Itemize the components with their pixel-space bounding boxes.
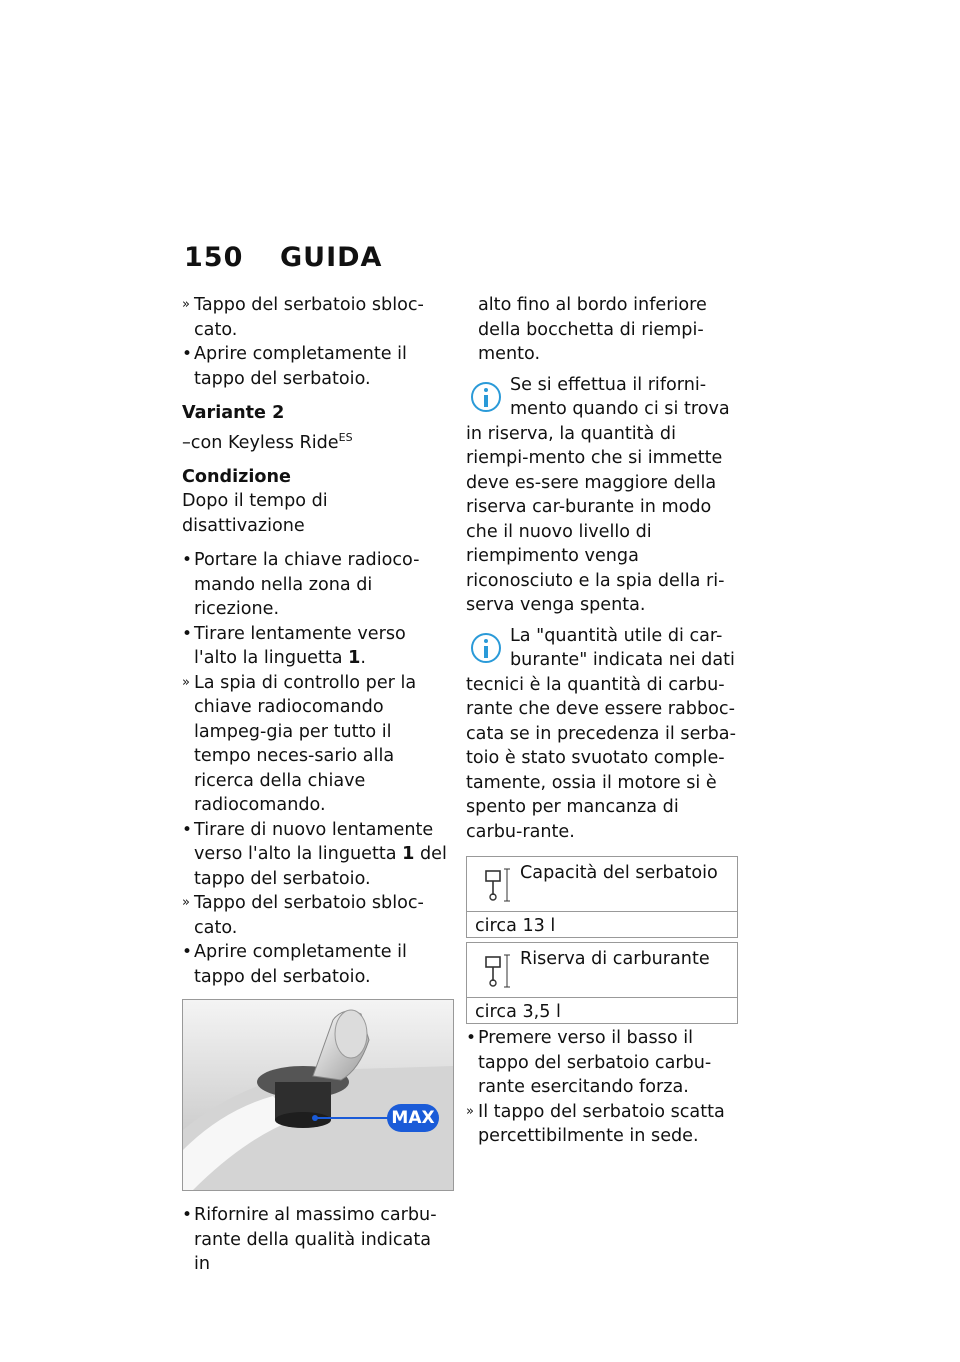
left-column: [182, 293, 452, 1277]
step-item: • Premere verso il basso il tappo del serbatoio carbu-rante esercitando forza.: [466, 1028, 712, 1097]
bullet-icon: •: [182, 623, 193, 644]
step-item: • Rifornire al massimo carbu-rante della qualità indicata in: [182, 1205, 437, 1275]
fuel-tank-drawing: [183, 1000, 453, 1190]
info-note: La "quantità utile di car-burante" indicata nei dati tecnici è la quantità di carbu-rante che deve essere rabboc-cata se in precedenza il serba-toio è stato svuotato comple-tamente, ossia il motore si è spento per mancanza di carbu-rante.: [466, 625, 736, 842]
bullet-icon: •: [182, 942, 193, 963]
step-continuation: alto fino al bordo inferiore della bocchetta di riempi-mento.: [478, 295, 707, 364]
right-column: [466, 293, 738, 1149]
result-arrow-icon: »: [182, 297, 190, 312]
step-item: • Aprire completamente il tappo del serbatoio.: [182, 942, 407, 987]
spec-value: circa 3,5 l: [475, 1002, 561, 1022]
condition-text: Dopo il tempo di disattivazione: [182, 491, 328, 536]
info-note: Se si effettua il riforni-mento quando ci si trova in riserva, la quantità di riempi-mento che si immette deve es-sere maggiore della riserva car-burante in modo che il nuovo livello di riempimento venga riconosciuto e la spia della ri-serva venga spenta.: [466, 374, 730, 615]
info-icon: [466, 628, 506, 668]
step-item: • Tirare lentamente verso l'alto la linguetta 1.: [182, 623, 406, 669]
spec-label: Capacità del serbatoio: [520, 863, 718, 883]
result-arrow-icon: »: [466, 1103, 474, 1119]
spec-label: Riserva di carburante: [520, 949, 710, 969]
result-arrow-icon: »: [182, 895, 190, 911]
spec-box-tank-capacity: [466, 856, 738, 938]
fuel-tank-illustration: [182, 999, 454, 1191]
result-item: » Tappo del serbatoio sbloc-cato.: [182, 295, 424, 340]
max-label: MAX: [391, 1108, 435, 1129]
variant-text: –con Keyless Ride$^{ES}$: [182, 430, 353, 453]
step-item: • Portare la chiave radioco-mando nella zona di ricezione.: [182, 550, 420, 620]
step-item: • Tirare di nuovo lentamente verso l'alto la linguetta 1 del tappo del serbatoio.: [182, 819, 447, 889]
result-arrow-icon: »: [182, 674, 190, 690]
condition-title: Condizione: [182, 466, 291, 487]
variant-title: Variante 2: [182, 403, 285, 423]
section-title: GUIDA: [280, 242, 383, 273]
bullet-icon: •: [182, 819, 193, 840]
info-icon: [466, 377, 506, 417]
spec-value: circa 13 l: [475, 916, 556, 936]
page-header: [184, 242, 382, 273]
bullet-icon: •: [182, 550, 193, 571]
bullet-icon: •: [466, 1028, 477, 1048]
result-item: » Tappo del serbatoio sbloc-cato.: [182, 893, 424, 938]
bullet-icon: •: [182, 344, 193, 364]
page-number: 150: [184, 242, 244, 273]
engine-piston-icon: [483, 865, 513, 905]
spec-box-fuel-reserve: [466, 942, 738, 1024]
result-item: » La spia di controllo per la chiave radiocomando lampeg-gia per tutto il tempo neces-sario alla ricerca della chiave radiocomando.: [182, 672, 417, 816]
step-item: • Aprire completamente il tappo del serbatoio.: [182, 344, 407, 389]
bullet-icon: •: [182, 1205, 193, 1226]
variant-superscript: ES: [338, 430, 353, 444]
result-item: » Il tappo del serbatoio scatta percettibilmente in sede.: [466, 1101, 725, 1146]
engine-piston-icon: [483, 951, 513, 991]
